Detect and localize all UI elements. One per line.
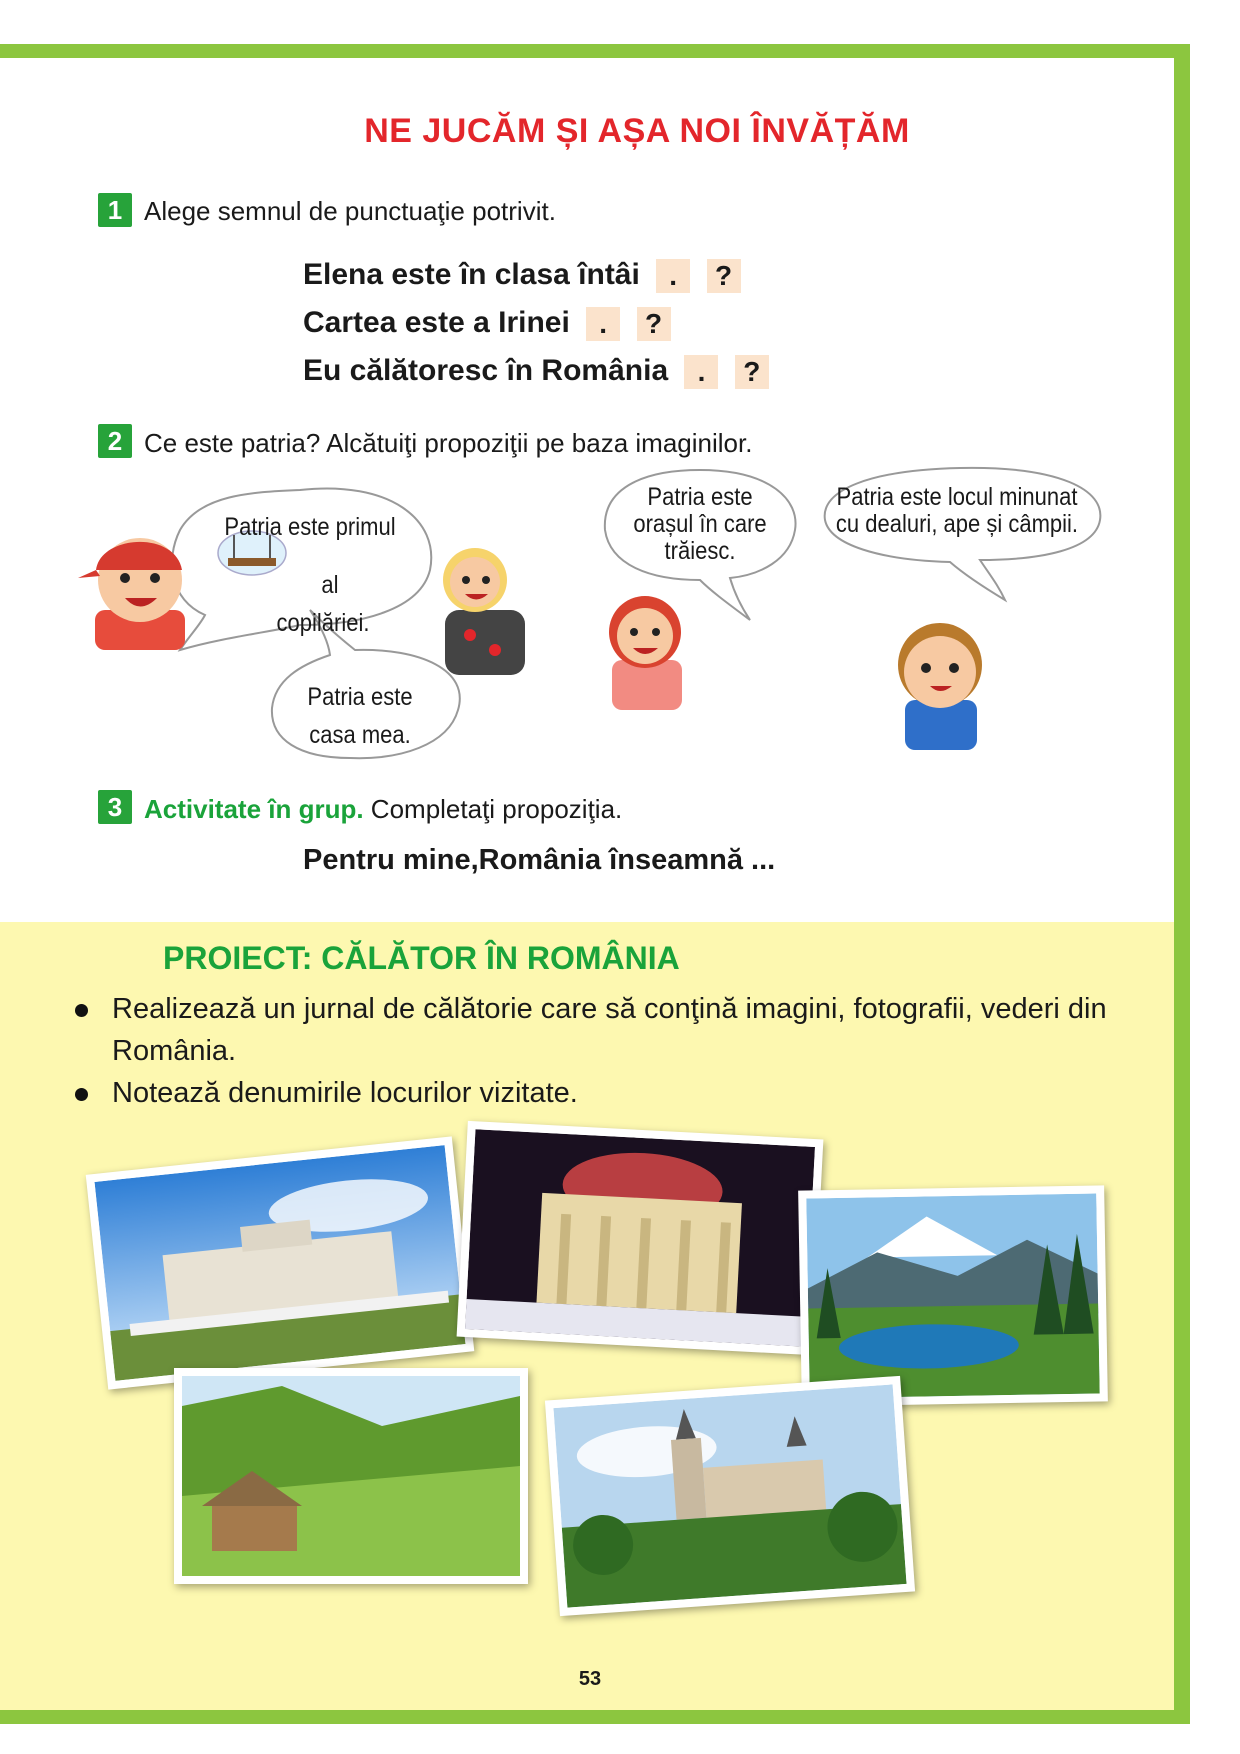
page-number: 53	[578, 1668, 602, 1690]
bubble-4-line-1: Patria este locul minunat	[836, 483, 1078, 511]
exercise-3-instruction-text: Completaţi propoziţia.	[363, 794, 623, 824]
option-period-box[interactable]: .	[586, 307, 620, 341]
option-question-box[interactable]: ?	[637, 307, 671, 341]
exercise-2-instruction: Ce este patria? Alcătuiţi propoziţii pe baza imaginilor.	[144, 428, 753, 458]
sentence-2	[303, 306, 671, 341]
bubble-2-line-1: Patria este	[307, 683, 413, 711]
sentence-1-text: Elena este în clasa întâi	[303, 258, 640, 291]
bullet-dot	[75, 1088, 88, 1101]
red-haired-girl-illustration	[609, 596, 682, 710]
project-bullet-1-line-2: România.	[112, 1035, 237, 1067]
sentence-1	[303, 258, 741, 293]
sentence-3	[303, 354, 769, 389]
exercise-1-instruction: Alege semnul de punctuaţie potrivit.	[144, 196, 556, 226]
exercise-3-sentence: Pentru mine,România înseamnă ...	[303, 844, 776, 876]
exercise-1-number: 1	[98, 193, 132, 227]
boy-brown-hair-illustration	[898, 623, 982, 750]
bullet-dot	[75, 1004, 88, 1017]
option-period-box[interactable]: .	[684, 355, 718, 389]
bubble-1-line-2: al	[321, 571, 339, 599]
page-title: NE JUCĂM ȘI AȘA NOI ÎNVĂȚĂM	[364, 112, 910, 150]
bubble-3-line-1: Patria este	[647, 483, 753, 511]
photo-mountain-lake	[798, 1185, 1108, 1406]
frame-bottom-bar	[0, 1710, 1188, 1724]
bubble-1-line-3: copilăriei.	[276, 609, 370, 637]
photo-wooden-house-hills	[174, 1368, 528, 1584]
photo-romanian-athenaeum	[457, 1121, 824, 1355]
photo-peles-castle	[545, 1376, 915, 1616]
bubble-3-line-2: orașul în care	[633, 510, 767, 538]
bubble-4-line-2: cu dealuri, ape și câmpii.	[835, 510, 1079, 538]
frame-top-bar	[0, 44, 1188, 58]
photo-palace-of-parliament	[86, 1136, 475, 1389]
project-bullet-1-line-1: Realizează un jurnal de călătorie care să conţină imagini, fotografii, vederi din	[112, 993, 1107, 1025]
sentence-3-text: Eu călătoresc în România	[303, 354, 669, 387]
option-period-box[interactable]: .	[656, 259, 690, 293]
exercise-3-instruction	[144, 794, 622, 825]
bubble-3-line-3: trăiesc.	[664, 537, 736, 565]
option-question-box[interactable]: ?	[707, 259, 741, 293]
blonde-girl-illustration	[443, 548, 525, 675]
bubble-1-line-1: Patria este primul	[224, 513, 396, 541]
option-question-box[interactable]: ?	[735, 355, 769, 389]
project-title: PROIECT: CĂLĂTOR ÎN ROMÂNIA	[163, 940, 680, 976]
project-bullet-2: Notează denumirile locurilor vizitate.	[112, 1077, 578, 1109]
boy-with-cap-illustration	[78, 538, 185, 650]
exercise-3-number: 3	[98, 790, 132, 824]
exercise-2-number: 2	[98, 424, 132, 458]
sentence-2-text: Cartea este a Irinei	[303, 306, 570, 339]
frame-right-bar	[1174, 44, 1190, 1724]
exercise-3-instruction-bold: Activitate în grup.	[144, 794, 364, 824]
bubble-2-line-2: casa mea.	[309, 721, 411, 749]
